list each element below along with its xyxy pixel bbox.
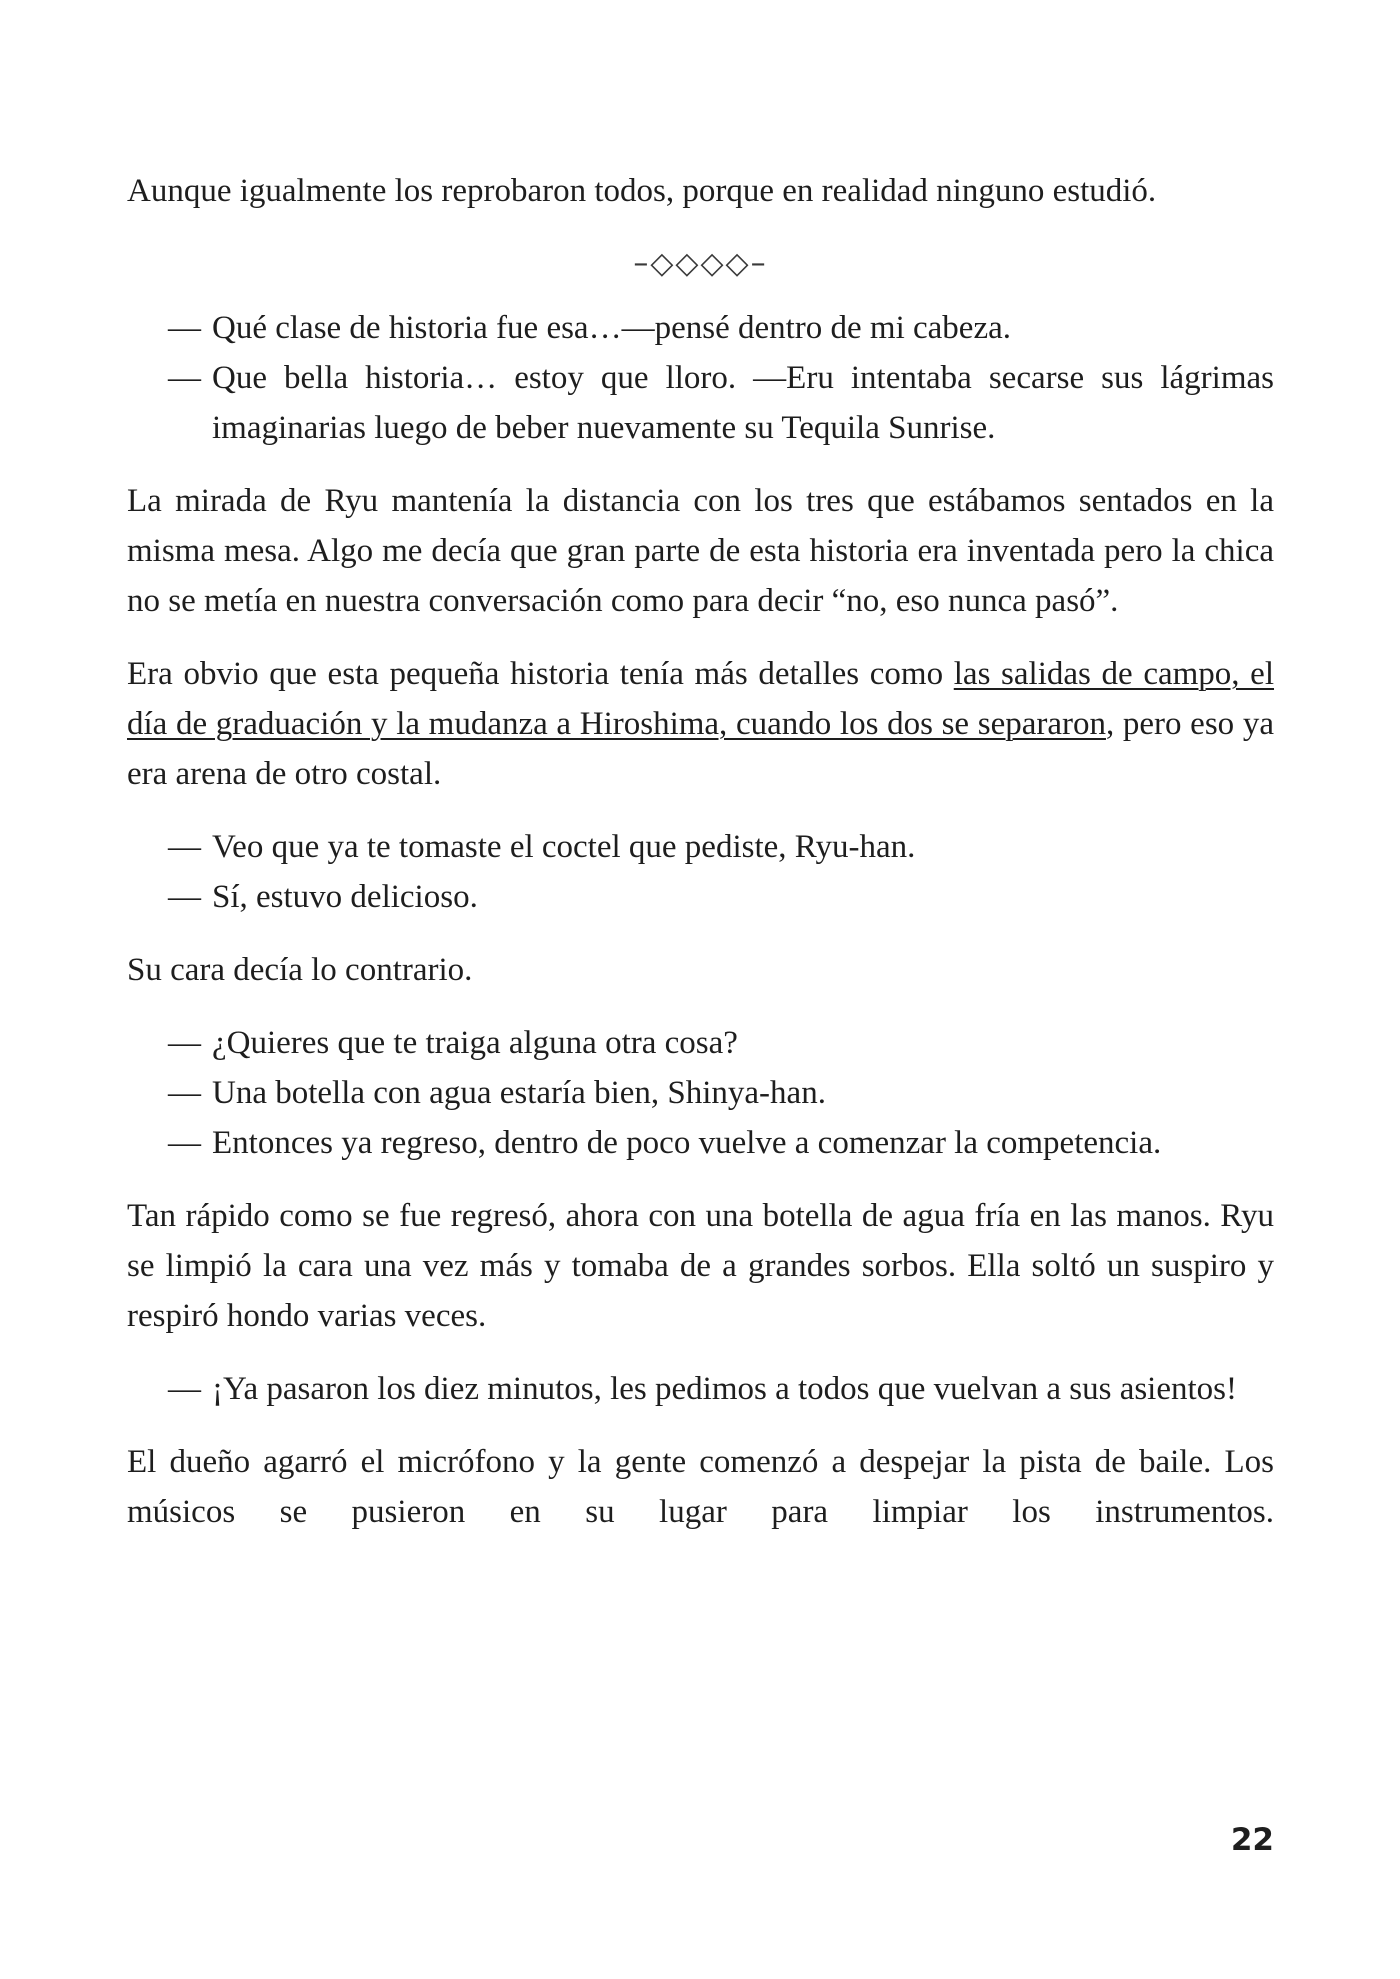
dialog-text: Una botella con agua estaría bien, Shinya-han.	[212, 1075, 826, 1111]
dialog-dash: —	[168, 360, 201, 396]
dialog-dash: —	[168, 1125, 201, 1161]
dialog-text: Entonces ya regreso, dentro de poco vuelve a comenzar la competencia.	[212, 1125, 1162, 1161]
dialog-block-4	[127, 1364, 1274, 1414]
dialog-dash: —	[168, 310, 201, 346]
dialog-text: Qué clase de historia fue esa…—pensé dentro de mi cabeza.	[212, 310, 1011, 346]
dialog-dash: —	[168, 1371, 201, 1407]
dialog-text: Que bella historia… estoy que lloro. —Eru intentaba secarse sus lágrimas imaginarias luego de beber nuevamente su Tequila Sunrise.	[212, 360, 1274, 446]
paragraph-3-text-before: Era obvio que esta pequeña historia tenía más detalles como	[127, 656, 954, 692]
paragraph-4: Su cara decía lo contrario.	[127, 952, 473, 988]
paragraph-2: La mirada de Ryu mantenía la distancia con los tres que estábamos sentados en la misma mesa. Algo me decía que gran parte de esta historia era inventada pero la chica no se metía en nuestra conversación como para decir “no, eso nunca pasó”.	[127, 483, 1274, 619]
paragraph-3	[127, 649, 1274, 799]
dialog-text: ¡Ya pasaron los diez minutos, les pedimos a todos que vuelvan a sus asientos!	[212, 1371, 1237, 1407]
paragraph-3-text-after: , pero eso ya era arena de otro costal.	[127, 706, 1274, 792]
page-number: 22	[1230, 1822, 1274, 1858]
dialog-text: ¿Quieres que te traiga alguna otra cosa?	[212, 1025, 738, 1061]
underlined-text: las salidas de campo, el día de graduación y la mudanza a Hiroshima, cuando los dos se separaron	[127, 656, 1275, 742]
dialog-line	[127, 1068, 1274, 1118]
dialog-line	[127, 303, 1274, 353]
paragraph-6: El dueño agarró el micrófono y la gente comenzó a despejar la pista de baile. Los músicos se pusieron en su lugar para limpiar los instrumentos.	[127, 1444, 1274, 1530]
scene-separator: –◇◇◇◇–	[633, 246, 768, 281]
dialog-dash: —	[168, 829, 201, 865]
dialog-text: Veo que ya te tomaste el coctel que pediste, Ryu-han.	[212, 829, 916, 865]
dialog-block-3	[127, 1018, 1274, 1168]
dialog-block-2	[127, 822, 1274, 922]
dialog-block-1	[127, 303, 1274, 453]
dialog-line	[127, 872, 1274, 922]
dialog-line	[127, 1364, 1274, 1414]
dialog-dash: —	[168, 1075, 201, 1111]
dialog-line	[127, 1118, 1274, 1168]
paragraph-5: Tan rápido como se fue regresó, ahora con una botella de agua fría en las manos. Ryu se limpió la cara una vez más y tomaba de a grandes sorbos. Ella soltó un suspiro y respiró hondo varias veces.	[127, 1198, 1274, 1334]
page-body	[127, 166, 1274, 1560]
dialog-line	[127, 1018, 1274, 1068]
dialog-line	[127, 353, 1274, 453]
dialog-line	[127, 822, 1274, 872]
dialog-dash: —	[168, 1025, 201, 1061]
paragraph-1: Aunque igualmente los reprobaron todos, porque en realidad ninguno estudió.	[127, 173, 1157, 209]
dialog-text: Sí, estuvo delicioso.	[212, 879, 478, 915]
dialog-dash: —	[168, 879, 201, 915]
